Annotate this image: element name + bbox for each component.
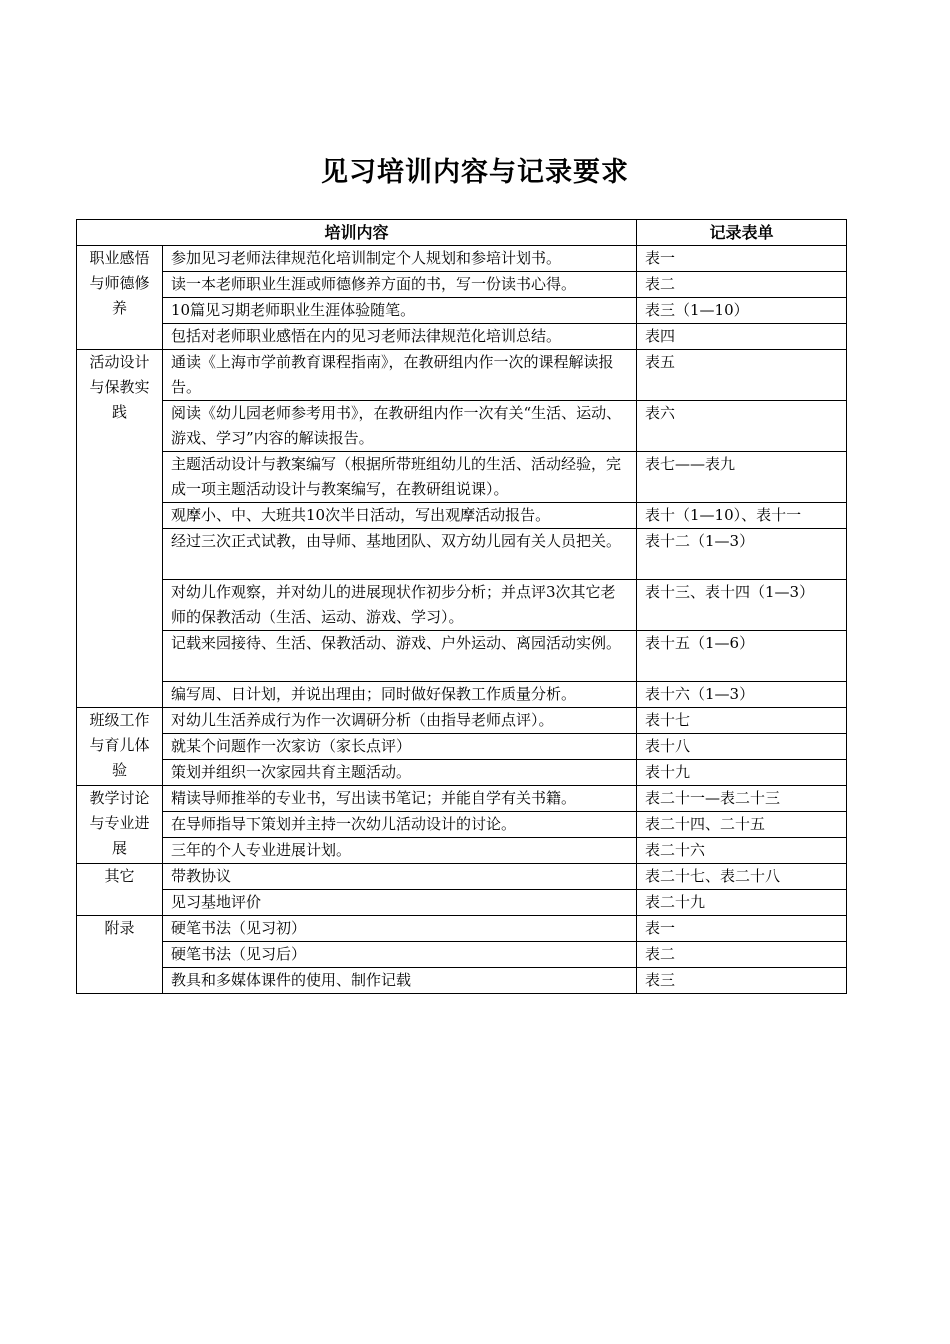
record-form-cell: 表十六（1—3） — [637, 682, 847, 708]
table-row — [77, 503, 847, 529]
record-form-cell: 表五 — [637, 350, 847, 401]
training-content-cell: 硬笔书法（见习初） — [163, 916, 637, 942]
table-row — [77, 890, 847, 916]
training-content-cell: 就某个问题作一次家访（家长点评） — [163, 734, 637, 760]
table-row — [77, 401, 847, 452]
table-row — [77, 298, 847, 324]
header-record-form: 记录表单 — [637, 220, 847, 246]
record-form-cell: 表十二（1—3） — [637, 529, 847, 580]
table-row — [77, 838, 847, 864]
record-form-cell: 表十（1—10）、表十一 — [637, 503, 847, 529]
record-form-cell: 表二十一—表二十三 — [637, 786, 847, 812]
training-content-cell: 观摩小、中、大班共10次半日活动，写出观摩活动报告。 — [163, 503, 637, 529]
training-content-cell: 策划并组织一次家园共育主题活动。 — [163, 760, 637, 786]
table-row — [77, 529, 847, 580]
table-row — [77, 246, 847, 272]
table-row — [77, 324, 847, 350]
training-content-cell: 读一本老师职业生涯或师德修养方面的书，写一份读书心得。 — [163, 272, 637, 298]
training-content-cell: 三年的个人专业进展计划。 — [163, 838, 637, 864]
record-form-cell: 表四 — [637, 324, 847, 350]
training-content-cell: 带教协议 — [163, 864, 637, 890]
table-row — [77, 708, 847, 734]
record-form-cell: 表二十九 — [637, 890, 847, 916]
category-teaching-research: 教学讨论与专业进展 — [77, 786, 163, 864]
category-activity-design: 活动设计与保教实践 — [77, 350, 163, 708]
table-row — [77, 682, 847, 708]
table-row — [77, 734, 847, 760]
training-content-cell: 参加见习老师法律规范化培训制定个人规划和参培计划书。 — [163, 246, 637, 272]
table-row — [77, 864, 847, 890]
table-row — [77, 916, 847, 942]
table-row — [77, 631, 847, 682]
training-content-cell: 通读《上海市学前教育课程指南》，在教研组内作一次的课程解读报告。 — [163, 350, 637, 401]
category-professional-ethics: 职业感悟与师德修养 — [77, 246, 163, 350]
record-form-cell: 表十八 — [637, 734, 847, 760]
record-form-cell: 表一 — [637, 916, 847, 942]
training-content-cell: 10篇见习期老师职业生涯体验随笔。 — [163, 298, 637, 324]
category-appendix: 附录 — [77, 916, 163, 994]
table-row — [77, 812, 847, 838]
record-form-cell: 表二十四、二十五 — [637, 812, 847, 838]
record-form-cell: 表一 — [637, 246, 847, 272]
table-row — [77, 272, 847, 298]
training-content-cell: 包括对老师职业感悟在内的见习老师法律规范化培训总结。 — [163, 324, 637, 350]
training-content-cell: 硬笔书法（见习后） — [163, 942, 637, 968]
training-content-cell: 主题活动设计与教案编写（根据所带班组幼儿的生活、活动经验，完成一项主题活动设计与教案编写，在教研组说课）。 — [163, 452, 637, 503]
page-title: 见习培训内容与记录要求 — [321, 157, 629, 188]
training-content-cell: 精读导师推举的专业书，写出读书笔记；并能自学有关书籍。 — [163, 786, 637, 812]
record-form-cell: 表七——表九 — [637, 452, 847, 503]
record-form-cell: 表二十六 — [637, 838, 847, 864]
record-form-cell: 表十九 — [637, 760, 847, 786]
training-content-cell: 经过三次正式试教，由导师、基地团队、双方幼儿园有关人员把关。 — [163, 529, 637, 580]
record-form-cell: 表三（1—10） — [637, 298, 847, 324]
table-row — [77, 968, 847, 994]
table-row — [77, 452, 847, 503]
training-content-cell: 对幼儿作观察，并对幼儿的进展现状作初步分析；并点评3次其它老师的保教活动（生活、运动、游戏、学习）。 — [163, 580, 637, 631]
header-training-content: 培训内容 — [77, 220, 637, 246]
training-content-cell: 记载来园接待、生活、保教活动、游戏、户外运动、离园活动实例。 — [163, 631, 637, 682]
table-row — [77, 350, 847, 401]
table-row — [77, 760, 847, 786]
training-content-cell: 阅读《幼儿园老师参考用书》，在教研组内作一次有关“生活、运动、游戏、学习”内容的解读报告。 — [163, 401, 637, 452]
category-class-work: 班级工作与育儿体验 — [77, 708, 163, 786]
training-content-cell: 对幼儿生活养成行为作一次调研分析（由指导老师点评）。 — [163, 708, 637, 734]
table-header-row — [77, 220, 847, 246]
training-content-cell: 编写周、日计划，并说出理由；同时做好保教工作质量分析。 — [163, 682, 637, 708]
table-row — [77, 580, 847, 631]
record-form-cell: 表三 — [637, 968, 847, 994]
record-form-cell: 表二十七、表二十八 — [637, 864, 847, 890]
training-content-cell: 见习基地评价 — [163, 890, 637, 916]
table-row — [77, 786, 847, 812]
category-other: 其它 — [77, 864, 163, 916]
record-form-cell: 表二 — [637, 942, 847, 968]
record-form-cell: 表十五（1—6） — [637, 631, 847, 682]
training-content-cell: 教具和多媒体课件的使用、制作记载 — [163, 968, 637, 994]
record-form-cell: 表二 — [637, 272, 847, 298]
record-form-cell: 表六 — [637, 401, 847, 452]
training-content-cell: 在导师指导下策划并主持一次幼儿活动设计的讨论。 — [163, 812, 637, 838]
table-body — [77, 246, 847, 994]
record-form-cell: 表十七 — [637, 708, 847, 734]
record-form-cell: 表十三、表十四（1—3） — [637, 580, 847, 631]
training-requirements-table — [76, 219, 847, 994]
table-row — [77, 942, 847, 968]
